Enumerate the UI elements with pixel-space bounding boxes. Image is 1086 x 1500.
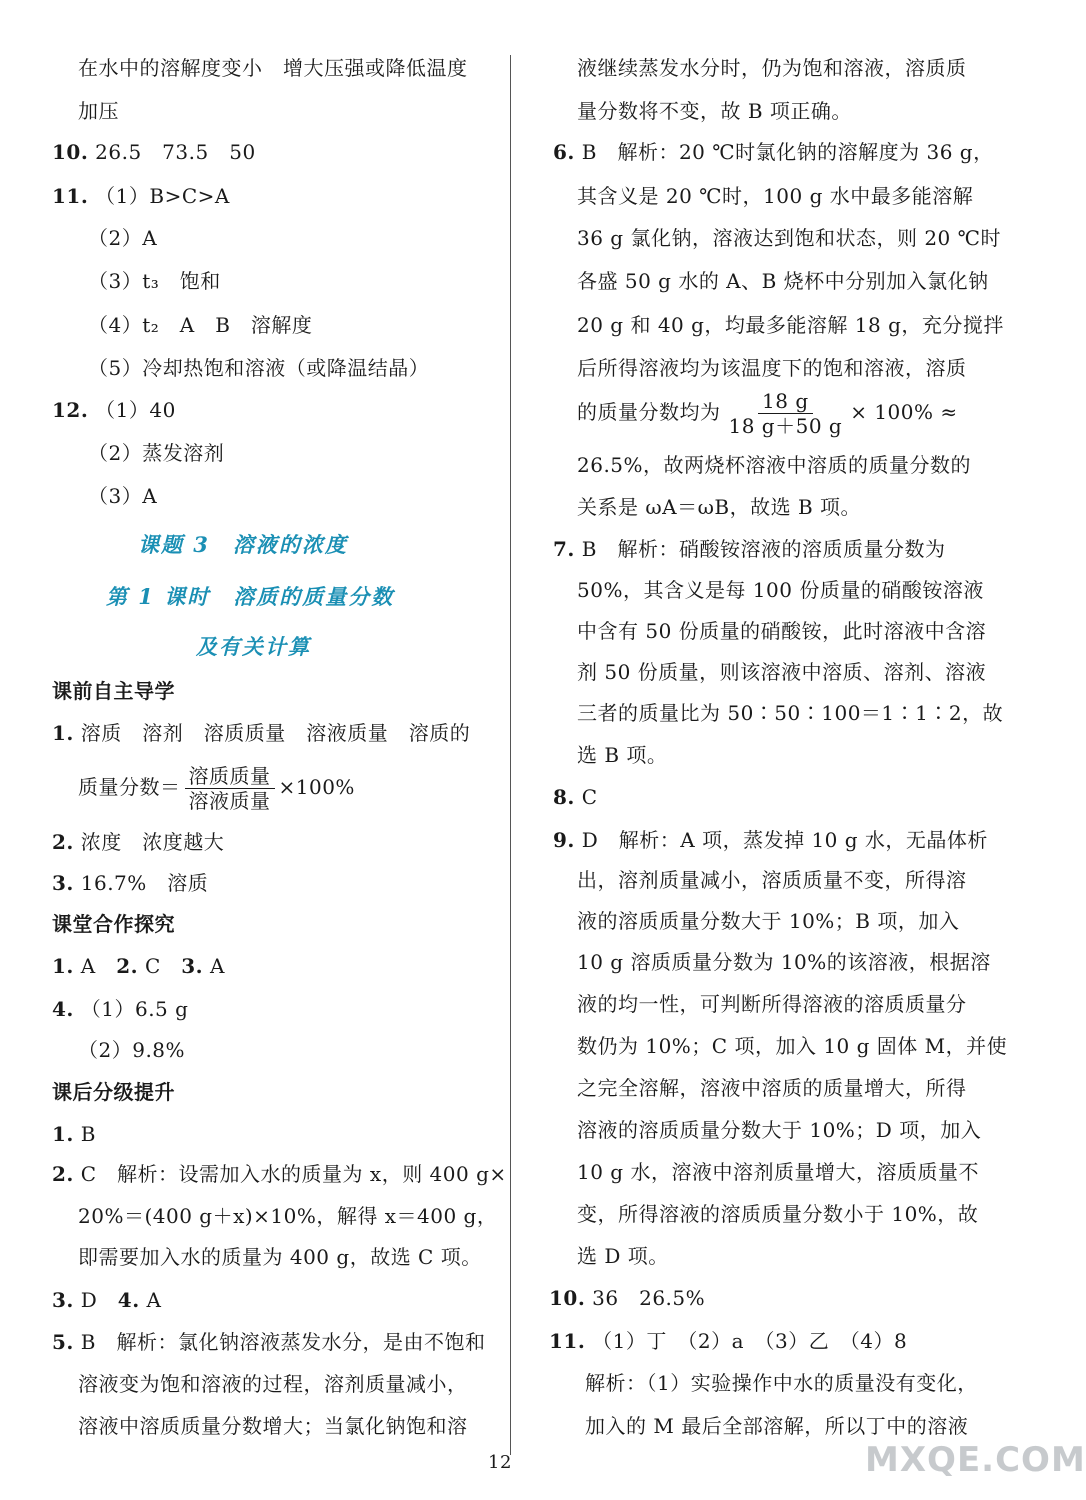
- answer-2: [52, 1158, 507, 1190]
- question-number: 4.: [117, 1288, 140, 1312]
- answer-text: （1）B>C>A: [95, 184, 230, 208]
- answer-1: [52, 1118, 96, 1150]
- answer-text: C: [581, 785, 598, 809]
- question-number: 11.: [549, 1329, 586, 1353]
- fraction: [725, 389, 847, 438]
- question-number: 1.: [52, 721, 74, 745]
- text-line: 各盛 50 g 水的 A、B 烧杯中分别加入氯化钠: [577, 269, 989, 293]
- text-line: 选 D 项。: [577, 1244, 669, 1268]
- formula-line: [78, 759, 355, 815]
- answer-1: [52, 717, 470, 749]
- fraction-denominator: 18 g＋50 g: [728, 414, 843, 438]
- question-number: 7.: [553, 537, 575, 561]
- lesson-subtitle: 及有关计算: [196, 634, 311, 659]
- text-line: 即需要加入水的质量为 400 g，故选 C 项。: [78, 1245, 482, 1269]
- answers-3-4: [52, 1284, 162, 1316]
- text-line: 20%＝(400 g＋x)×10%，解得 x＝400 g，: [78, 1204, 498, 1228]
- answers-1-3: [52, 950, 225, 982]
- page-number: 12: [488, 1452, 512, 1473]
- formula-tail: × 100% ≈: [850, 400, 958, 424]
- answer-2: [52, 826, 224, 858]
- answer-text: （1）6.5 g: [80, 997, 189, 1021]
- text-line: 溶液变为饱和溶液的过程，溶剂质量减小，: [78, 1372, 468, 1396]
- text-line: 液的均一性，可判断所得溶液的溶质质量分: [577, 992, 967, 1016]
- text-line: （2）蒸发溶剂: [88, 441, 225, 465]
- answer-text: A: [146, 1288, 162, 1312]
- question-number: 1.: [52, 954, 74, 978]
- text-line: 后所得溶液均为该温度下的饱和溶液，溶质: [577, 356, 967, 380]
- subsection-heading: 课后分级提升: [52, 1080, 175, 1104]
- text-line: 选 B 项。: [577, 743, 668, 767]
- text-line: 中含有 50 份质量的硝酸铵，此时溶液中含溶: [577, 619, 987, 643]
- section-title: 课题 3 溶液的浓度: [138, 532, 348, 557]
- answer-text: B 解析：20 ℃时氯化钠的溶解度为 36 g，: [581, 140, 994, 164]
- answer-text: D 解析：A 项，蒸发掉 10 g 水，无晶体析: [581, 828, 988, 852]
- text-line: 加入的 M 最后全部溶解，所以丁中的溶液: [585, 1414, 969, 1438]
- text-line: 溶液中溶质质量分数增大；当氯化钠饱和溶: [78, 1414, 468, 1438]
- text-line: 出，溶剂质量减小，溶质质量不变，所得溶: [577, 868, 967, 892]
- answer-text: B: [80, 1122, 96, 1146]
- answer-text: 16.7% 溶质: [80, 871, 209, 895]
- text-line: （4）t₂ A B 溶解度: [88, 313, 313, 337]
- answer-text: 26.5 73.5 50: [95, 140, 256, 164]
- answer-11: [549, 1325, 907, 1357]
- question-number: 2.: [52, 1162, 74, 1186]
- fraction-denominator: 溶液质量: [188, 789, 271, 813]
- text-line: （3）A: [88, 484, 158, 508]
- answer-8: [553, 781, 598, 813]
- fraction: [185, 764, 275, 813]
- answer-5: [52, 1326, 485, 1358]
- question-number: 3.: [181, 954, 204, 978]
- text-line: 数仍为 10%；C 项，加入 10 g 固体 M，并使: [577, 1034, 1008, 1058]
- text-line: 关系是 ωA＝ωB，故选 B 项。: [577, 495, 862, 519]
- text-line: 在水中的溶解度变小 增大压强或降低温度: [78, 56, 468, 80]
- answer-text: 溶质 溶剂 溶质质量 溶液质量 溶质的: [80, 721, 471, 745]
- question-number: 1.: [52, 1122, 74, 1146]
- fraction-numerator: 溶质质量: [185, 764, 275, 789]
- text-line: 液的溶质质量分数大于 10%；B 项，加入: [577, 909, 960, 933]
- fraction-numerator: 18 g: [758, 389, 813, 414]
- answer-text: A: [210, 954, 225, 978]
- text-line: 加压: [78, 99, 119, 123]
- formula-tail: ×100%: [278, 775, 355, 799]
- text-line: 溶液的溶质质量分数大于 10%；D 项，加入: [577, 1118, 982, 1142]
- answer-text: （1）丁 （2）a （3）乙 （4）8: [592, 1329, 908, 1353]
- formula-label: 的质量分数均为: [577, 400, 721, 424]
- answer-text: D: [80, 1288, 118, 1312]
- text-line: 三者的质量比为 50∶50∶100＝1∶1∶2，故: [577, 701, 1004, 725]
- text-line: （2）A: [88, 226, 158, 250]
- answer-10: [52, 136, 256, 168]
- text-line: 10 g 溶质质量分数为 10%的该溶液，根据溶: [577, 950, 991, 974]
- formula-label: 质量分数＝: [78, 775, 181, 799]
- answer-7: [553, 533, 945, 565]
- column-divider: [510, 55, 511, 1455]
- text-line: 26.5%，故两烧杯溶液中溶质的质量分数的: [577, 453, 972, 477]
- answer-6: [553, 136, 994, 168]
- answer-text: B 解析：硝酸铵溶液的溶质质量分数为: [581, 537, 946, 561]
- subsection-heading: 课堂合作探究: [52, 912, 175, 936]
- answer-text: C 解析：设需加入水的质量为 x，则 400 g×: [80, 1162, 507, 1186]
- answer-4: [52, 993, 188, 1025]
- text-line: （3）t₃ 饱和: [88, 269, 221, 293]
- question-number: 5.: [52, 1330, 74, 1354]
- answer-9: [553, 824, 988, 856]
- question-number: 2.: [52, 830, 74, 854]
- formula-line: [577, 384, 958, 440]
- answer-text: B 解析：氯化钠溶液蒸发水分，是由不饱和: [80, 1330, 486, 1354]
- question-number: 4.: [52, 997, 74, 1021]
- text-line: （2）9.8%: [78, 1038, 186, 1062]
- text-line: 解析：（1）实验操作中水的质量没有变化，: [585, 1371, 978, 1395]
- text-line: 50%，其含义是每 100 份质量的硝酸铵溶液: [577, 578, 984, 602]
- watermark: MXQE.COM: [865, 1440, 1086, 1480]
- text-line: 变，所得溶液的溶质质量分数小于 10%，故: [577, 1202, 979, 1226]
- answer-text: 浓度 浓度越大: [80, 830, 225, 854]
- question-number: 8.: [553, 785, 575, 809]
- answer-12: [52, 394, 176, 426]
- text-line: 量分数将不变，故 B 项正确。: [577, 99, 852, 123]
- question-number: 3.: [52, 871, 74, 895]
- text-line: 10 g 水，溶液中溶剂质量增大，溶质质量不: [577, 1160, 979, 1184]
- text-line: 剂 50 份质量，则该溶液中溶质、溶剂、溶液: [577, 660, 987, 684]
- answer-text: A: [80, 954, 117, 978]
- answer-10: [549, 1282, 705, 1314]
- question-number: 6.: [553, 140, 575, 164]
- question-number: 9.: [553, 828, 575, 852]
- question-number: 2.: [116, 954, 139, 978]
- text-line: 20 g 和 40 g，均最多能溶解 18 g，充分搅拌: [577, 313, 1004, 337]
- answer-3: [52, 867, 208, 899]
- question-number: 11.: [52, 184, 89, 208]
- text-line: 36 g 氯化钠，溶液达到饱和状态，则 20 ℃时: [577, 226, 1002, 250]
- answer-text: 36 26.5%: [592, 1286, 706, 1310]
- question-number: 12.: [52, 398, 89, 422]
- text-line: （5）冷却热饱和溶液（或降温结晶）: [88, 356, 430, 380]
- text-line: 其含义是 20 ℃时，100 g 水中最多能溶解: [577, 184, 974, 208]
- lesson-title: 第 1 课时 溶质的质量分数: [106, 584, 395, 609]
- answer-11: [52, 180, 230, 212]
- subsection-heading: 课前自主导学: [52, 679, 175, 703]
- text-line: 液继续蒸发水分时，仍为饱和溶液，溶质质: [577, 56, 967, 80]
- text-line: 之完全溶解，溶液中溶质的质量增大，所得: [577, 1076, 967, 1100]
- answer-text: C: [144, 954, 182, 978]
- answer-text: （1）40: [95, 398, 176, 422]
- question-number: 3.: [52, 1288, 74, 1312]
- question-number: 10.: [549, 1286, 586, 1310]
- question-number: 10.: [52, 140, 89, 164]
